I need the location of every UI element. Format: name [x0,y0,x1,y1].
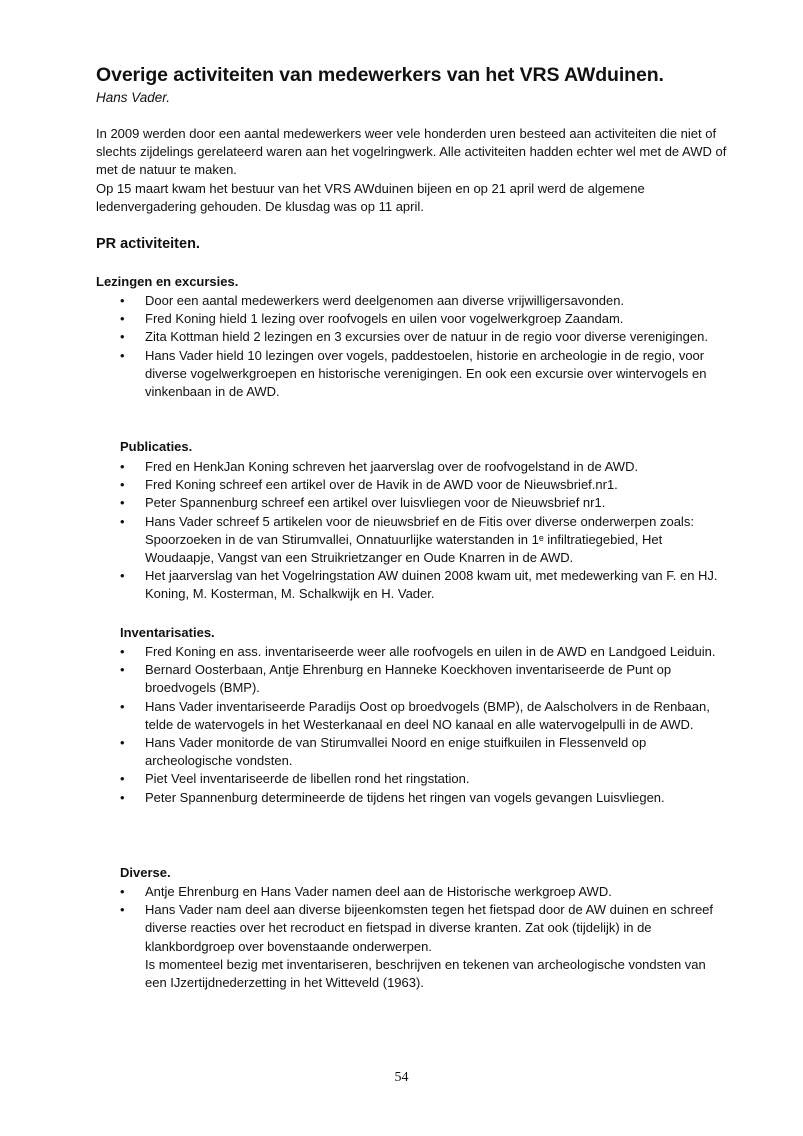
bullet-icon: • [120,771,125,787]
list-item: • Bernard Oosterbaan, Antje Ehrenburg en Hanneke Koeckhoven inventariseerde de Punt op broedvogels (BMP). [120,662,672,696]
bullet-icon: • [120,329,125,345]
intro-paragraph-2: Op 15 maart kwam het bestuur van het VRS AWduinen bijeen en op 21 april werd de algemene ledenvergadering gehouden. De klusdag was op 11 april. [96,180,645,214]
bullet-icon: • [120,513,125,529]
bullet-icon: • [120,789,125,805]
bullet-icon: • [120,644,125,659]
inventarisaties-heading: Inventarisaties. [120,625,215,640]
list-item: • Hans Vader monitorde de van Stirumvallei Noord en enige stuifkuilen in Flessenveld op archeologische vondsten. [120,735,647,769]
list-item: • Peter Spannenburg schreef een artikel over luisvliegen voor de Nieuwsbrief nr1. [120,494,720,512]
bullet-icon: • [120,293,125,308]
bullet-icon: • [120,735,125,751]
lezingen-heading: Lezingen en excursies. [96,274,239,289]
intro-paragraph-1: In 2009 werden door een aantal medewerkers weer vele honderden uren besteed aan activiteiten die niet of slechts zijdelings gerelateerd waren aan het vogelringwerk. Alle activiteiten hadden echter wel met de AWD of met de natuur te maken. [96,126,727,178]
list-item: • Antje Ehrenburg en Hans Vader namen deel aan de Historische werkgroep AWD. [120,883,720,901]
bullet-icon: • [120,495,125,511]
list-item: • Fred Koning en ass. inventariseerde weer alle roofvogels en uilen in de AWD en Landgoed Leiduin. [120,643,720,661]
bullet-icon: • [120,347,125,363]
list-item: • Hans Vader nam deel aan diverse bijeenkomsten tegen het fietspad door de AW duinen en schreef diverse reacties over het recroduct en fietspad in diverse kranten. Zat ook (tijdelijk) in de klankbordgroep over bovenstaande onderwerpen. [120,902,714,954]
bullet-icon: • [120,662,125,678]
list-item: • Door een aantal medewerkers werd deelgenomen aan diverse vrijwilligersavonden. [120,292,720,310]
bullet-icon: • [120,477,125,493]
publicaties-heading: Publicaties. [120,439,193,454]
bullet-icon: • [120,698,125,714]
bullet-icon: • [120,311,125,327]
publicaties-list [120,458,720,604]
bullet-icon: • [120,568,125,584]
list-item: • Fred en HenkJan Koning schreven het jaarverslag over de roofvogelstand in de AWD. [120,458,720,476]
list-item: • Fred Koning schreef een artikel over de Havik in de AWD voor de Nieuwsbrief.nr1. [120,476,720,494]
lezingen-list [120,292,720,401]
list-item: • Piet Veel inventariseerde de libellen rond het ringstation. [120,770,720,788]
list-item: • Hans Vader inventariseerde Paradijs Oost op broedvogels (BMP), de Aalscholvers in de Renbaan, telde de watervogels in het Westerkanaal en deel NO kanaal en alle watervogelpulli in de AWD. [120,698,710,732]
page-number: 54 [394,1070,409,1085]
diverse-list [120,883,720,956]
bullet-icon: • [120,884,125,899]
page-title: Overige activiteiten van medewerkers van het VRS AWduinen. [96,64,664,86]
list-item: • Hans Vader schreef 5 artikelen voor de nieuwsbrief en de Fitis over diverse onderwerpen zoals: Spoorzoeken in de van Stirumvallei, Onnatuurlijke waterstanden in 1ᵉ infiltratiegebied, Het Woudaapje, Vangst van een Struikrietzanger en Oude Knarren in de AWD. [120,513,694,566]
list-item: • Zita Kottman hield 2 lezingen en 3 excursies over de natuur in de regio voor diverse verenigingen. [120,328,720,346]
list-item: • Hans Vader hield 10 lezingen over vogels, paddestoelen, historie en archeologie in de regio, voor diverse vogelwerkgroepen en historische verenigingen. En ook een excursie over wintervogels en vinkenbaan in de AWD. [120,347,707,400]
bullet-icon: • [120,902,125,918]
list-item: • Het jaarverslag van het Vogelringstation AW duinen 2008 kwam uit, met medewerking van F. en HJ. Koning, M. Kosterman, M. Schalkwijk en H. Vader. [120,568,718,602]
list-item: • Fred Koning hield 1 lezing over roofvogels en uilen voor vogelwerkgroep Zaandam. [120,310,720,328]
pr-heading: PR activiteiten. [96,236,200,252]
diverse-heading: Diverse. [120,865,171,880]
author-name: Hans Vader. [96,90,171,105]
diverse-extra-text: Is momenteel bezig met inventariseren, beschrijven en tekenen van archeologische vondsten van een IJzertijdnederzetting in het Witteveld (1963). [145,957,706,991]
intro-text [96,125,736,216]
inventarisaties-list [120,643,720,807]
bullet-icon: • [120,459,125,474]
list-item: • Peter Spannenburg determineerde de tijdens het ringen van vogels gevangen Luisvliegen. [120,789,720,807]
